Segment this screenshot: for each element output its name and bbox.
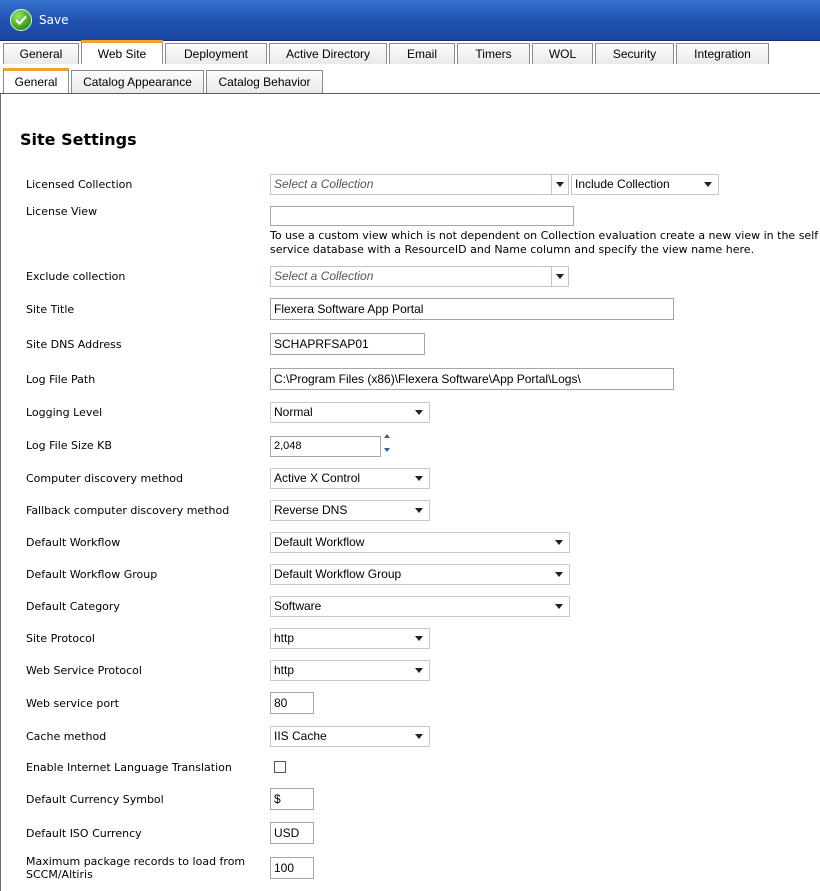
subtab-general[interactable]: General: [3, 68, 69, 93]
iso-currency-input[interactable]: USD: [270, 822, 314, 844]
tab-active-directory[interactable]: Active Directory: [269, 43, 387, 64]
tab-timers[interactable]: Timers: [457, 43, 530, 64]
fallback-discovery-select[interactable]: [270, 500, 430, 521]
cache-method-label: Cache method: [26, 730, 107, 743]
ws-protocol-value: http: [274, 663, 295, 677]
spin-down-icon[interactable]: [384, 448, 390, 452]
chevron-down-icon: [555, 572, 563, 577]
default-workflow-value: Default Workflow: [274, 535, 365, 549]
discovery-label: Computer discovery method: [26, 472, 184, 485]
license-view-hint: To use a custom view which is not dependent on Collection evaluation create a new view in the self service database with a ResourceID and Name column and specify the view name here.: [270, 229, 819, 256]
spin-up-icon[interactable]: [384, 434, 390, 438]
toolbar: [0, 0, 820, 41]
site-dns-label: Site DNS Address: [26, 338, 122, 351]
log-path-label: Log File Path: [26, 373, 96, 386]
discovery-value: Active X Control: [274, 471, 361, 485]
logging-level-select[interactable]: [270, 402, 430, 423]
chevron-down-icon: [555, 540, 563, 545]
discovery-select[interactable]: [270, 468, 430, 489]
tab-deployment[interactable]: Deployment: [165, 43, 267, 64]
tab-integration[interactable]: Integration: [676, 43, 769, 64]
sub-tab-bar: [0, 67, 820, 94]
include-collection-select[interactable]: [571, 174, 719, 195]
default-workflow-label: Default Workflow: [26, 536, 121, 549]
iso-currency-label: Default ISO Currency: [26, 827, 142, 840]
exclude-collection-select[interactable]: [270, 266, 569, 287]
chevron-down-icon: [415, 476, 423, 481]
licensed-collection-placeholder: Select a Collection: [274, 177, 374, 191]
license-view-label: License View: [26, 205, 98, 218]
chevron-down-icon: [556, 182, 564, 187]
exclude-collection-label: Exclude collection: [26, 270, 126, 283]
include-collection-value: Include Collection: [575, 177, 670, 191]
ws-protocol-select[interactable]: [270, 660, 430, 681]
licensed-collection-select[interactable]: [270, 174, 569, 195]
exclude-collection-dropdown-button[interactable]: [551, 267, 568, 286]
ws-protocol-label: Web Service Protocol: [26, 664, 142, 677]
currency-symbol-label: Default Currency Symbol: [26, 793, 164, 806]
license-view-input[interactable]: [270, 206, 574, 226]
log-size-input[interactable]: 2,048: [270, 436, 381, 457]
site-title-input[interactable]: Flexera Software App Portal: [270, 298, 674, 320]
chevron-down-icon: [415, 410, 423, 415]
default-category-label: Default Category: [26, 600, 120, 613]
ws-port-input[interactable]: 80: [270, 692, 314, 714]
translation-label: Enable Internet Language Translation: [26, 761, 232, 774]
translation-checkbox[interactable]: [274, 761, 286, 773]
default-category-select[interactable]: [270, 596, 570, 617]
cache-method-value: IIS Cache: [274, 729, 327, 743]
site-protocol-value: http: [274, 631, 295, 645]
default-workflow-group-select[interactable]: [270, 564, 570, 585]
log-path-input[interactable]: C:\Program Files (x86)\Flexera Software\App Portal\Logs\: [270, 368, 674, 390]
max-records-input[interactable]: 100: [270, 857, 314, 879]
default-category-value: Software: [274, 599, 322, 613]
tab-wol[interactable]: WOL: [532, 43, 593, 64]
chevron-down-icon: [704, 182, 712, 187]
section-title: Site Settings: [20, 130, 137, 149]
default-workflow-group-value: Default Workflow Group: [274, 567, 402, 581]
tab-email[interactable]: Email: [389, 43, 455, 64]
logging-level-label: Logging Level: [26, 406, 103, 419]
log-size-spinner[interactable]: [381, 433, 395, 457]
licensed-collection-label: Licensed Collection: [26, 178, 133, 191]
cache-method-select[interactable]: [270, 726, 430, 747]
site-title-label: Site Title: [26, 303, 75, 316]
site-dns-input[interactable]: SCHAPRFSAP01: [270, 333, 425, 355]
chevron-down-icon: [415, 636, 423, 641]
main-tab-bar: [0, 41, 820, 66]
currency-symbol-input[interactable]: $: [270, 788, 314, 810]
chevron-down-icon: [415, 734, 423, 739]
default-workflow-group-label: Default Workflow Group: [26, 568, 158, 581]
check-icon: [10, 9, 32, 31]
subtab-catalog-appearance[interactable]: Catalog Appearance: [71, 70, 204, 93]
tab-general[interactable]: General: [3, 43, 79, 64]
chevron-down-icon: [556, 274, 564, 279]
chevron-down-icon: [415, 508, 423, 513]
chevron-down-icon: [415, 668, 423, 673]
log-size-label: Log File Size KB: [26, 439, 112, 452]
exclude-collection-placeholder: Select a Collection: [274, 269, 374, 283]
ws-port-label: Web service port: [26, 697, 119, 710]
default-workflow-select[interactable]: [270, 532, 570, 553]
licensed-collection-dropdown-button[interactable]: [551, 175, 568, 194]
subtab-catalog-behavior[interactable]: Catalog Behavior: [206, 70, 323, 93]
tab-web-site[interactable]: Web Site: [81, 40, 163, 64]
chevron-down-icon: [555, 604, 563, 609]
max-records-label: Maximum package records to load from SCCM/Altiris: [26, 855, 246, 881]
fallback-discovery-label: Fallback computer discovery method: [26, 504, 230, 517]
save-label: Save: [39, 13, 69, 27]
logging-level-value: Normal: [274, 405, 313, 419]
fallback-discovery-value: Reverse DNS: [274, 503, 348, 517]
site-protocol-select[interactable]: [270, 628, 430, 649]
site-protocol-label: Site Protocol: [26, 632, 95, 645]
tab-security[interactable]: Security: [595, 43, 674, 64]
save-button[interactable]: [10, 8, 68, 32]
